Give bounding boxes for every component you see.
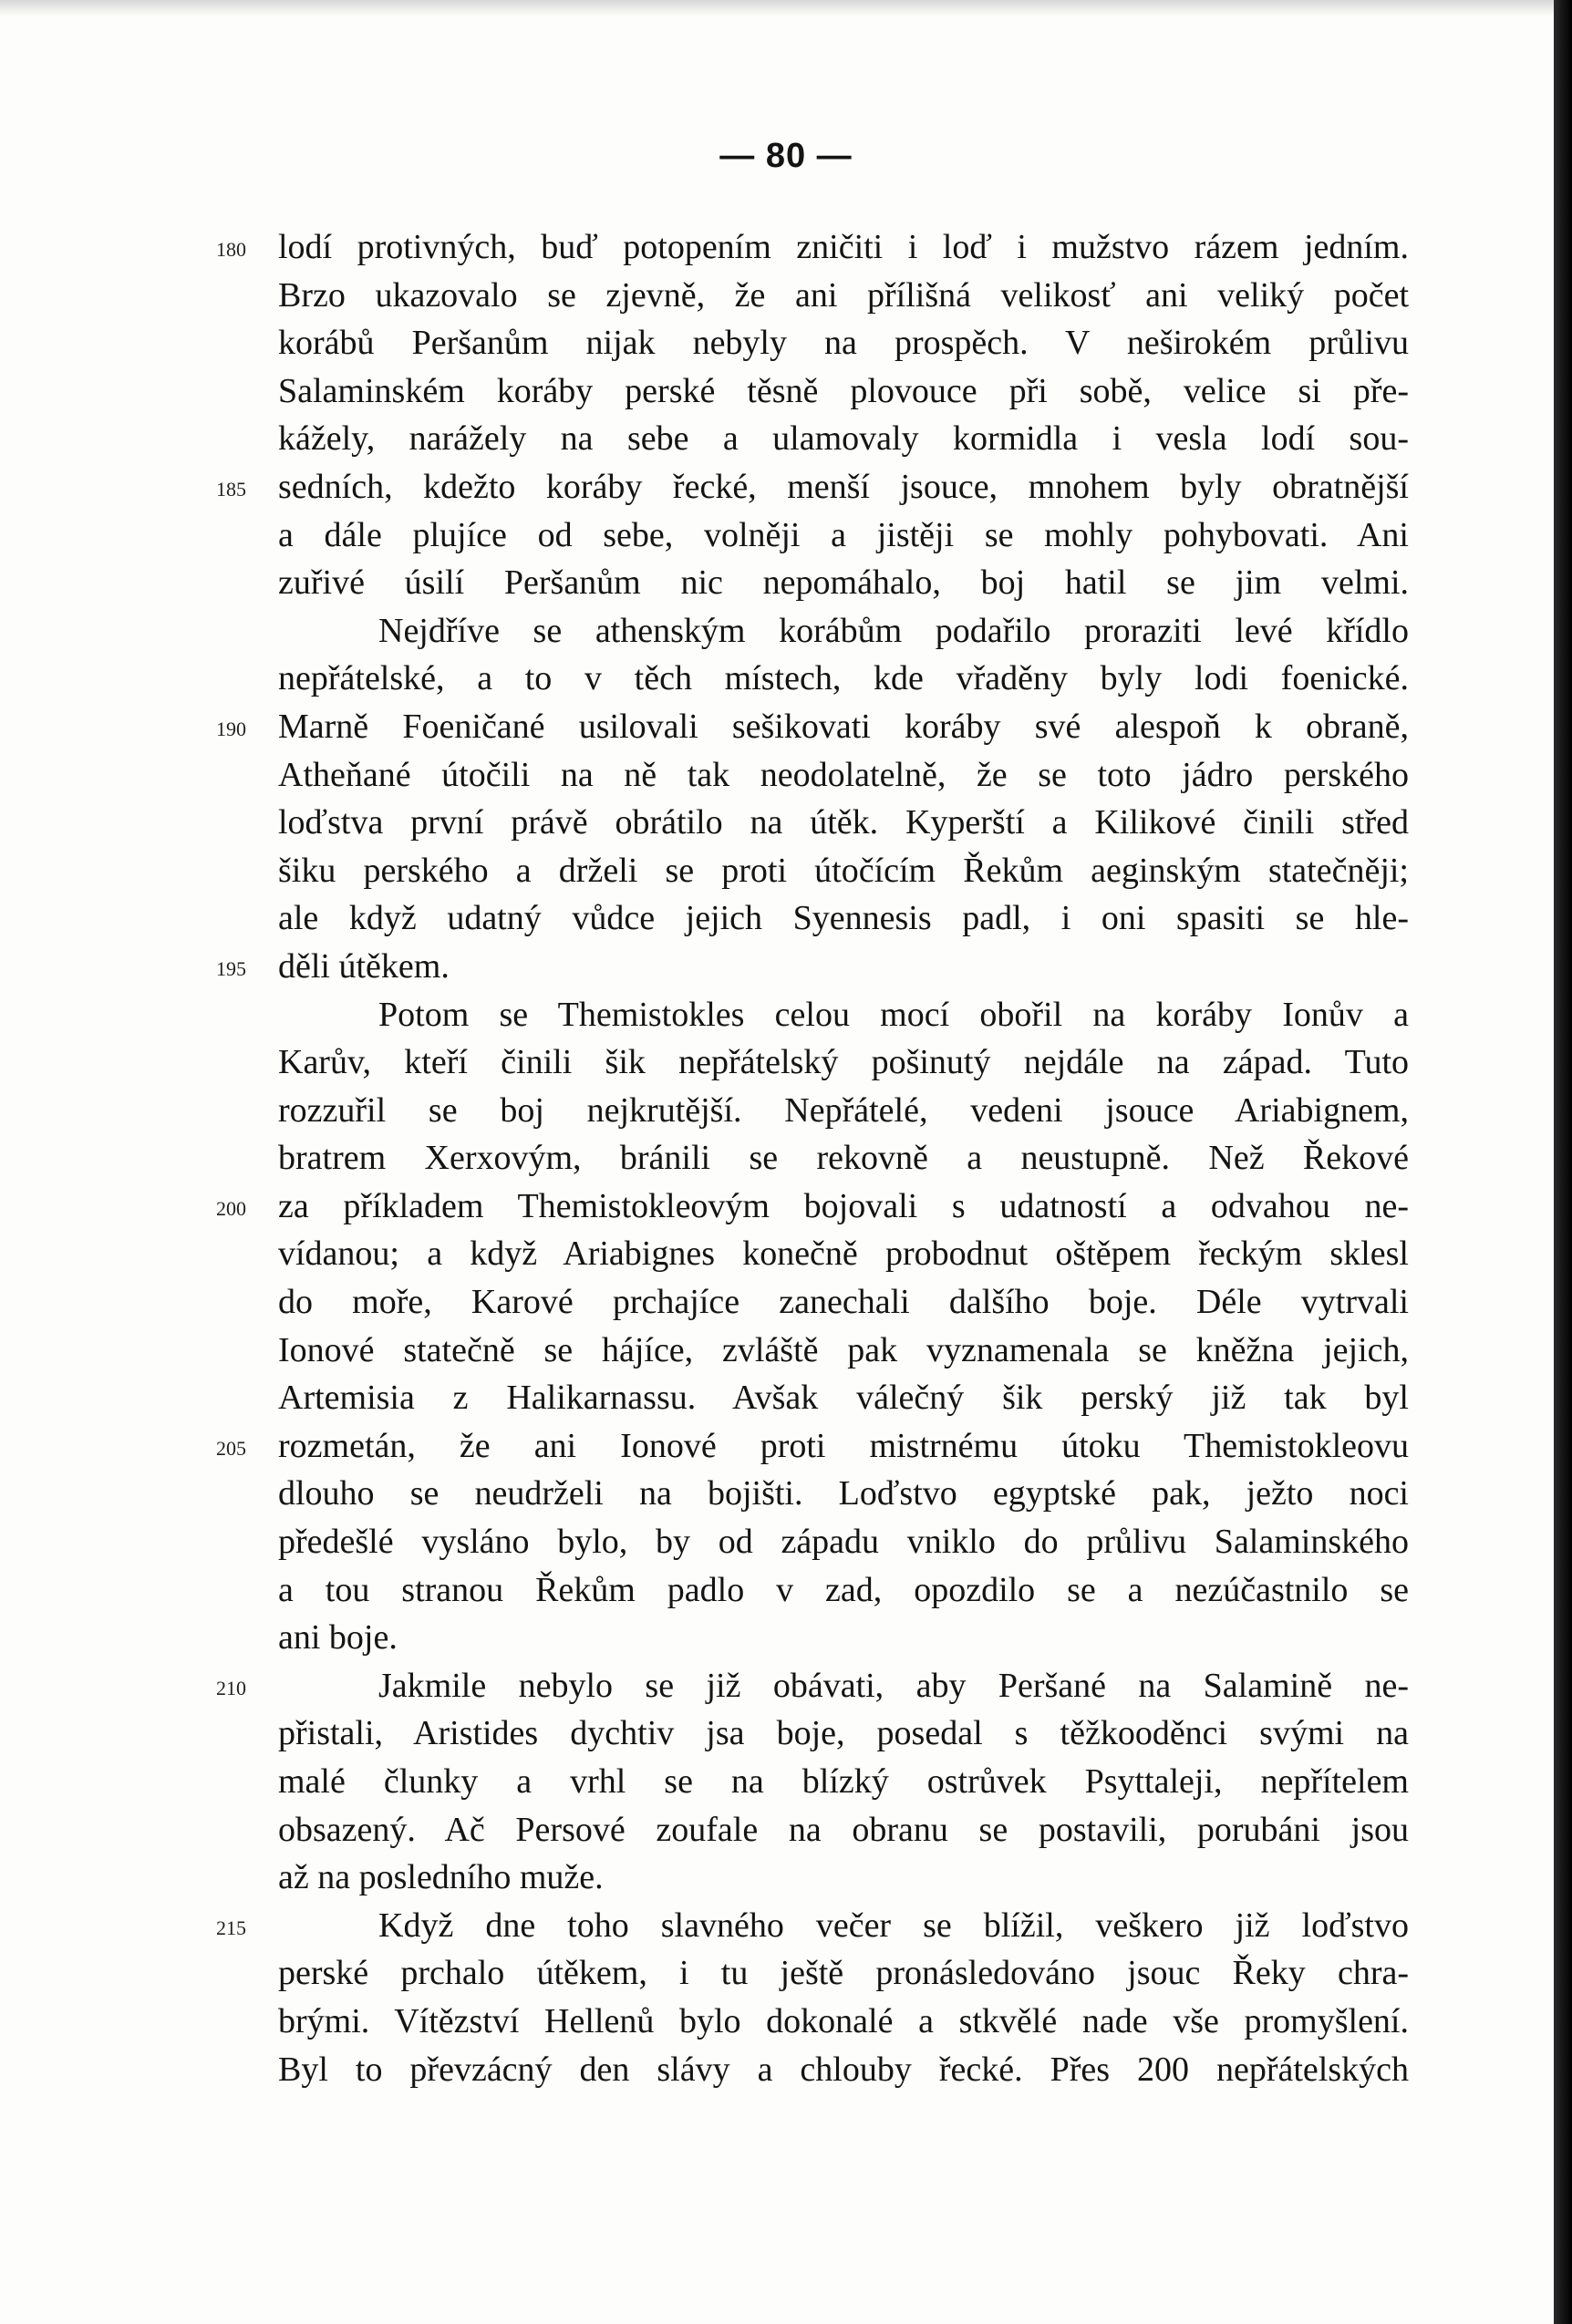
line-text: brými. Vítězství Hellenů bylo dokonalé a stkvělé nade vše promyšlení. <box>278 2001 1409 2040</box>
text-line <box>278 894 1409 943</box>
body-text <box>216 223 1409 2093</box>
line-text: Brzo ukazovalo se zjevně, že ani přílišná velikosť ani veliký počet <box>278 275 1409 315</box>
line-number: 210 <box>216 1676 246 1699</box>
line-text: Když dne toho slavného večer se blížil, veškero již loďstvo <box>378 1906 1409 1945</box>
line-text: děli útěkem. <box>278 946 450 986</box>
text-line <box>278 319 1409 367</box>
text-line <box>278 607 1409 656</box>
text-line <box>278 1949 1409 1998</box>
text-line <box>278 1230 1409 1278</box>
line-text: nepřátelské, a to v těch místech, kde vřaděny byly lodi foenické. <box>278 659 1409 698</box>
text-line <box>278 1518 1409 1566</box>
text-line <box>216 1422 1409 1471</box>
line-text: Byl to převzácný den slávy a chlouby řecké. Přes 200 nepřátelských <box>278 2050 1409 2089</box>
line-text: vídanou; a když Ariabignes konečně probodnut oštěpem řeckým sklesl <box>278 1234 1409 1274</box>
line-text: obsazený. Ač Persové zoufale na obranu se postavili, porubáni jsou <box>278 1810 1409 1849</box>
text-line <box>278 1998 1409 2046</box>
text-line <box>278 367 1409 416</box>
text-line <box>278 847 1409 895</box>
text-line <box>278 1278 1409 1327</box>
text-line <box>278 2046 1409 2094</box>
text-line <box>278 1038 1409 1087</box>
text-line <box>278 1134 1409 1183</box>
line-number: 185 <box>216 477 246 501</box>
line-text: perské prchalo útěkem, i tu ještě pronásledováno jsouc Řeky chra- <box>278 1954 1409 1993</box>
text-line <box>216 703 1409 751</box>
line-text: rozmetán, že ani Ionové proti mistrnému útoku Themistokleovu <box>278 1426 1409 1465</box>
line-text: šiku perského a drželi se proti útočícím Řekům aeginským statečněji; <box>278 851 1409 890</box>
line-number: 215 <box>216 1916 246 1939</box>
line-text: do moře, Karové prchajíce zanechali dalšího boje. Déle vytrvali <box>278 1283 1409 1322</box>
line-text: zuřivé úsilí Peršanům nic nepomáhalo, boj hatil se jim velmi. <box>278 563 1409 603</box>
text-line <box>278 1806 1409 1854</box>
line-text: malé člunky a vrhl se na blízký ostrůvek Psyttaleji, nepřítelem <box>278 1762 1409 1801</box>
line-text: kážely, narážely na sebe a ulamovaly kormidla i vesla lodí sou- <box>278 419 1409 459</box>
text-line <box>278 1709 1409 1758</box>
line-text: Jakmile nebylo se již obávati, aby Peršané na Salamině ne- <box>378 1666 1409 1705</box>
line-number: 180 <box>216 238 246 261</box>
line-text: rozzuřil se boj nejkrutější. Nepřátelé, vedeni jsouce Ariabignem, <box>278 1090 1409 1130</box>
scan-top-shadow <box>0 0 1572 16</box>
line-text: předešlé vysláno bylo, by od západu vniklo do průlivu Salaminského <box>278 1523 1409 1562</box>
line-text: Ionové statečně se hájíce, zvláště pak vyznamenala se kněžna jejich, <box>278 1330 1409 1369</box>
text-line <box>216 1662 1409 1710</box>
text-line <box>278 1854 1409 1902</box>
line-text: Potom se Themistokles celou mocí obořil na koráby Ionův a <box>378 995 1409 1034</box>
text-line <box>278 1087 1409 1135</box>
text-line <box>278 1614 1409 1662</box>
line-number: 200 <box>216 1196 246 1220</box>
line-text: a dále plujíce od sebe, volněji a jistěji se mohly pohybovati. Ani <box>278 515 1409 554</box>
line-text: korábů Peršanům nijak nebyly na prospěch. V neširokém průlivu <box>278 324 1409 363</box>
line-text: ale když udatný vůdce jejich Syennesis padl, i oni spasiti se hle- <box>278 899 1409 938</box>
text-line <box>278 751 1409 800</box>
line-text: ani boje. <box>278 1618 398 1658</box>
text-line <box>278 1374 1409 1422</box>
line-text: a tou stranou Řekům padlo v zad, opozdilo se a nezúčastnilo se <box>278 1570 1409 1609</box>
page-number: — 80 — <box>719 137 853 175</box>
line-text: Marně Foeničané usilovali sešikovati koráby své alespoň k obraně, <box>278 707 1409 746</box>
line-text: loďstva první právě obrátilo na útěk. Kyperští a Kilikové činili střed <box>278 803 1409 842</box>
line-text: za příkladem Themistokleovým bojovali s udatností a odvahou ne- <box>278 1186 1409 1225</box>
line-text: bratrem Xerxovým, bránili se rekovně a neustupně. Než Řekové <box>278 1139 1409 1178</box>
line-text: dlouho se neudrželi na bojišti. Loďstvo egyptské pak, ježto noci <box>278 1474 1409 1513</box>
line-number: 190 <box>216 717 246 740</box>
line-text: Karův, kteří činili šik nepřátelský pošinutý nejdále na západ. Tuto <box>278 1043 1409 1082</box>
text-line <box>216 1902 1409 1950</box>
line-number: 205 <box>216 1436 246 1460</box>
scan-right-edge <box>1554 0 1572 2324</box>
line-text: lodí protivných, buď potopením zničiti i loď i mužstvo rázem jedním. <box>278 228 1409 266</box>
text-line <box>278 655 1409 703</box>
text-line <box>278 1566 1409 1615</box>
text-line <box>278 991 1409 1039</box>
text-line <box>216 463 1409 511</box>
text-line <box>278 1470 1409 1518</box>
text-line <box>216 223 1409 272</box>
text-line <box>278 799 1409 847</box>
line-text: Nejdříve se athenským korábům podařilo proraziti levé křídlo <box>378 611 1409 650</box>
line-text: Artemisia z Halikarnassu. Avšak válečný šik perský již tak byl <box>278 1379 1409 1418</box>
text-line <box>278 511 1409 560</box>
line-text: Salaminském koráby perské těsně plovouce při sobě, velice si pře- <box>278 371 1409 410</box>
text-line <box>278 272 1409 320</box>
line-number: 195 <box>216 956 246 980</box>
text-line <box>278 415 1409 463</box>
text-line <box>216 1183 1409 1231</box>
line-text: přistali, Aristides dychtiv jsa boje, posedal s těžkooděnci svými na <box>278 1714 1409 1753</box>
text-line <box>278 559 1409 607</box>
text-line <box>278 1758 1409 1806</box>
line-text: až na posledního muže. <box>278 1858 604 1897</box>
line-text: sedních, kdežto koráby řecké, menší jsouce, mnohem byly obratnější <box>278 467 1409 506</box>
text-line <box>278 1327 1409 1375</box>
text-line <box>216 943 1409 991</box>
line-text: Atheňané útočili na ně tak neodolatelně, že se toto jádro perského <box>278 755 1409 794</box>
